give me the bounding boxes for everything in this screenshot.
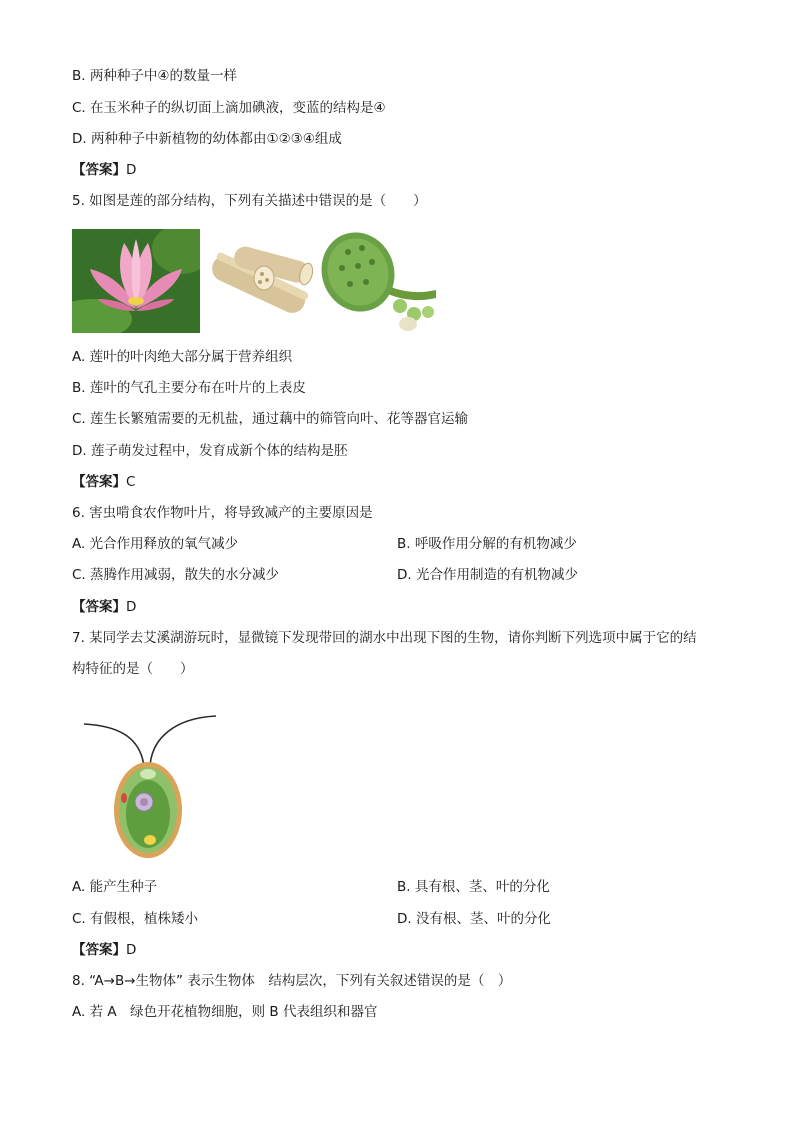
- q7-option-a: A. 能产生种子: [72, 879, 158, 895]
- q7-option-b: B. 具有根、茎、叶的分化: [397, 879, 550, 895]
- q4-option-b: B. 两种种子中④的数量一样: [72, 68, 237, 84]
- q6-answer: [72, 598, 136, 616]
- answer-tag: 【答案】: [72, 162, 126, 178]
- q5-answer: [72, 473, 135, 491]
- q4-answer: [72, 161, 136, 179]
- answer-value: C: [126, 474, 136, 490]
- answer-value: D: [126, 599, 137, 615]
- q6-option-b: B. 呼吸作用分解的有机物减少: [397, 536, 577, 552]
- chlamydomonas-image: [80, 708, 220, 862]
- q5-option-c: C. 莲生长繁殖需要的无机盐，通过藕中的筛管向叶、花等器官运输: [72, 411, 469, 427]
- q6-question: 6. 害虫啃食农作物叶片，将导致减产的主要原因是: [72, 505, 373, 521]
- q6-option-c: C. 蒸腾作用减弱，散失的水分减少: [72, 567, 280, 583]
- q6-option-a: A. 光合作用释放的氧气减少: [72, 536, 239, 552]
- q5-question: 5. 如图是莲的部分结构，下列有关描述中错误的是（ ）: [72, 193, 427, 209]
- q6-option-d: D. 光合作用制造的有机物减少: [397, 567, 578, 583]
- lotus-flower-image: [72, 229, 200, 333]
- q5-option-a: A. 莲叶的叶肉绝大部分属于营养组织: [72, 349, 293, 365]
- q7-question-line2: 构特征的是（ ）: [72, 661, 194, 677]
- q5-option-b: B. 莲叶的气孔主要分布在叶片的上表皮: [72, 380, 306, 396]
- q7-option-d: D. 没有根、茎、叶的分化: [397, 911, 551, 927]
- answer-tag: 【答案】: [72, 474, 126, 490]
- answer-value: D: [126, 942, 137, 958]
- q4-option-d: D. 两种种子中新植物的幼体都由①②③④组成: [72, 131, 342, 147]
- q4-option-c: C. 在玉米种子的纵切面上滴加碘液，变蓝的结构是④: [72, 100, 386, 116]
- answer-tag: 【答案】: [72, 942, 126, 958]
- answer-value: D: [126, 162, 137, 178]
- q5-option-d: D. 莲子萌发过程中，发育成新个体的结构是胚: [72, 443, 348, 459]
- q7-option-c: C. 有假根，植株矮小: [72, 911, 199, 927]
- q8-option-a: A. 若 A 绿色开花植物细胞，则 B 代表组织和器官: [72, 1004, 378, 1020]
- q7-question-line1: 7. 某同学去艾溪湖游玩时，显微镜下发现带回的湖水中出现下图的生物，请你判断下列选项中属于它的结: [72, 630, 697, 646]
- lotus-seedpod-image: [318, 222, 440, 334]
- answer-tag: 【答案】: [72, 599, 126, 615]
- q8-question: 8. “A→B→生物体” 表示生物体 结构层次，下列有关叙述错误的是（ ）: [72, 973, 512, 989]
- q7-answer: [72, 941, 136, 959]
- lotus-root-image: [202, 240, 318, 332]
